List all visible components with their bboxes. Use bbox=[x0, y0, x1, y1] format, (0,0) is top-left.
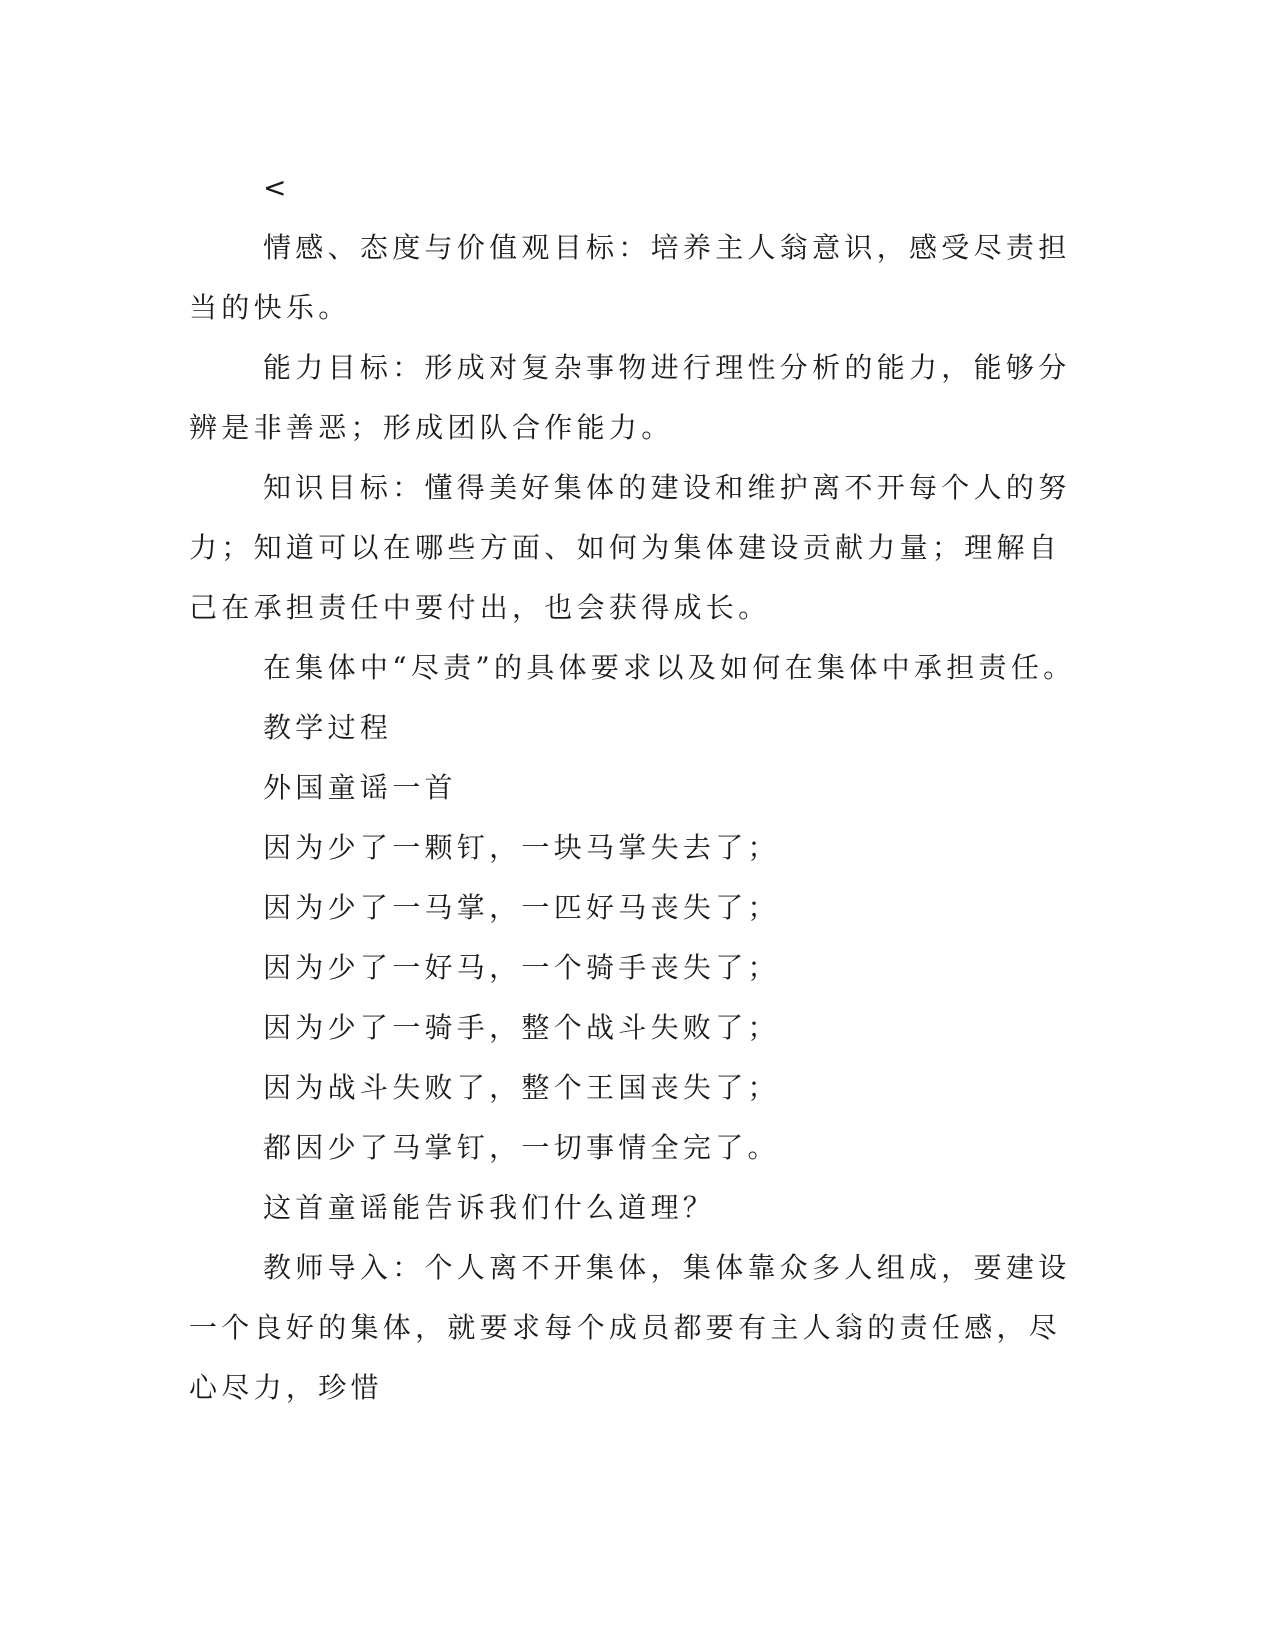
stray-symbol: < bbox=[263, 171, 291, 204]
rhyme-line: 都因少了马掌钉，一切事情全完了。 bbox=[263, 1131, 780, 1164]
document-body bbox=[189, 158, 1089, 1418]
rhyme-line: 因为少了一颗钉，一块马掌失去了； bbox=[263, 831, 780, 864]
rhyme-line: 因为少了一马掌，一匹好马丧失了； bbox=[263, 891, 780, 924]
rhyme-title: 外国童谣一首 bbox=[263, 771, 457, 804]
paragraph-knowledge-goal: 知识目标：懂得美好集体的建设和维护离不开每个人的努力；知道可以在哪些方面、如何为集体建设贡献力量；理解自己在承担责任中要付出，也会获得成长。 bbox=[189, 471, 1071, 624]
paragraph-ability-goal: 能力目标：形成对复杂事物进行理性分析的能力，能够分辨是非善恶；形成团队合作能力。 bbox=[189, 351, 1071, 444]
paragraph-key-point: 在集体中“尽责”的具体要求以及如何在集体中承担责任。 bbox=[263, 651, 1076, 684]
question-paragraph: 这首童谣能告诉我们什么道理？ bbox=[263, 1191, 716, 1224]
paragraph-emotion-goal: 情感、态度与价值观目标：培养主人翁意识，感受尽责担当的快乐。 bbox=[189, 231, 1071, 324]
teacher-intro-paragraph: 教师导入：个人离不开集体，集体靠众多人组成，要建设一个良好的集体，就要求每个成员都要有主人翁的责任感，尽心尽力，珍惜 bbox=[189, 1251, 1071, 1404]
rhyme-line: 因为战斗失败了，整个王国丧失了； bbox=[263, 1071, 780, 1104]
rhyme-line: 因为少了一好马，一个骑手丧失了； bbox=[263, 951, 780, 984]
rhyme-line: 因为少了一骑手，整个战斗失败了； bbox=[263, 1011, 780, 1044]
section-heading-teaching-process: 教学过程 bbox=[263, 711, 393, 744]
